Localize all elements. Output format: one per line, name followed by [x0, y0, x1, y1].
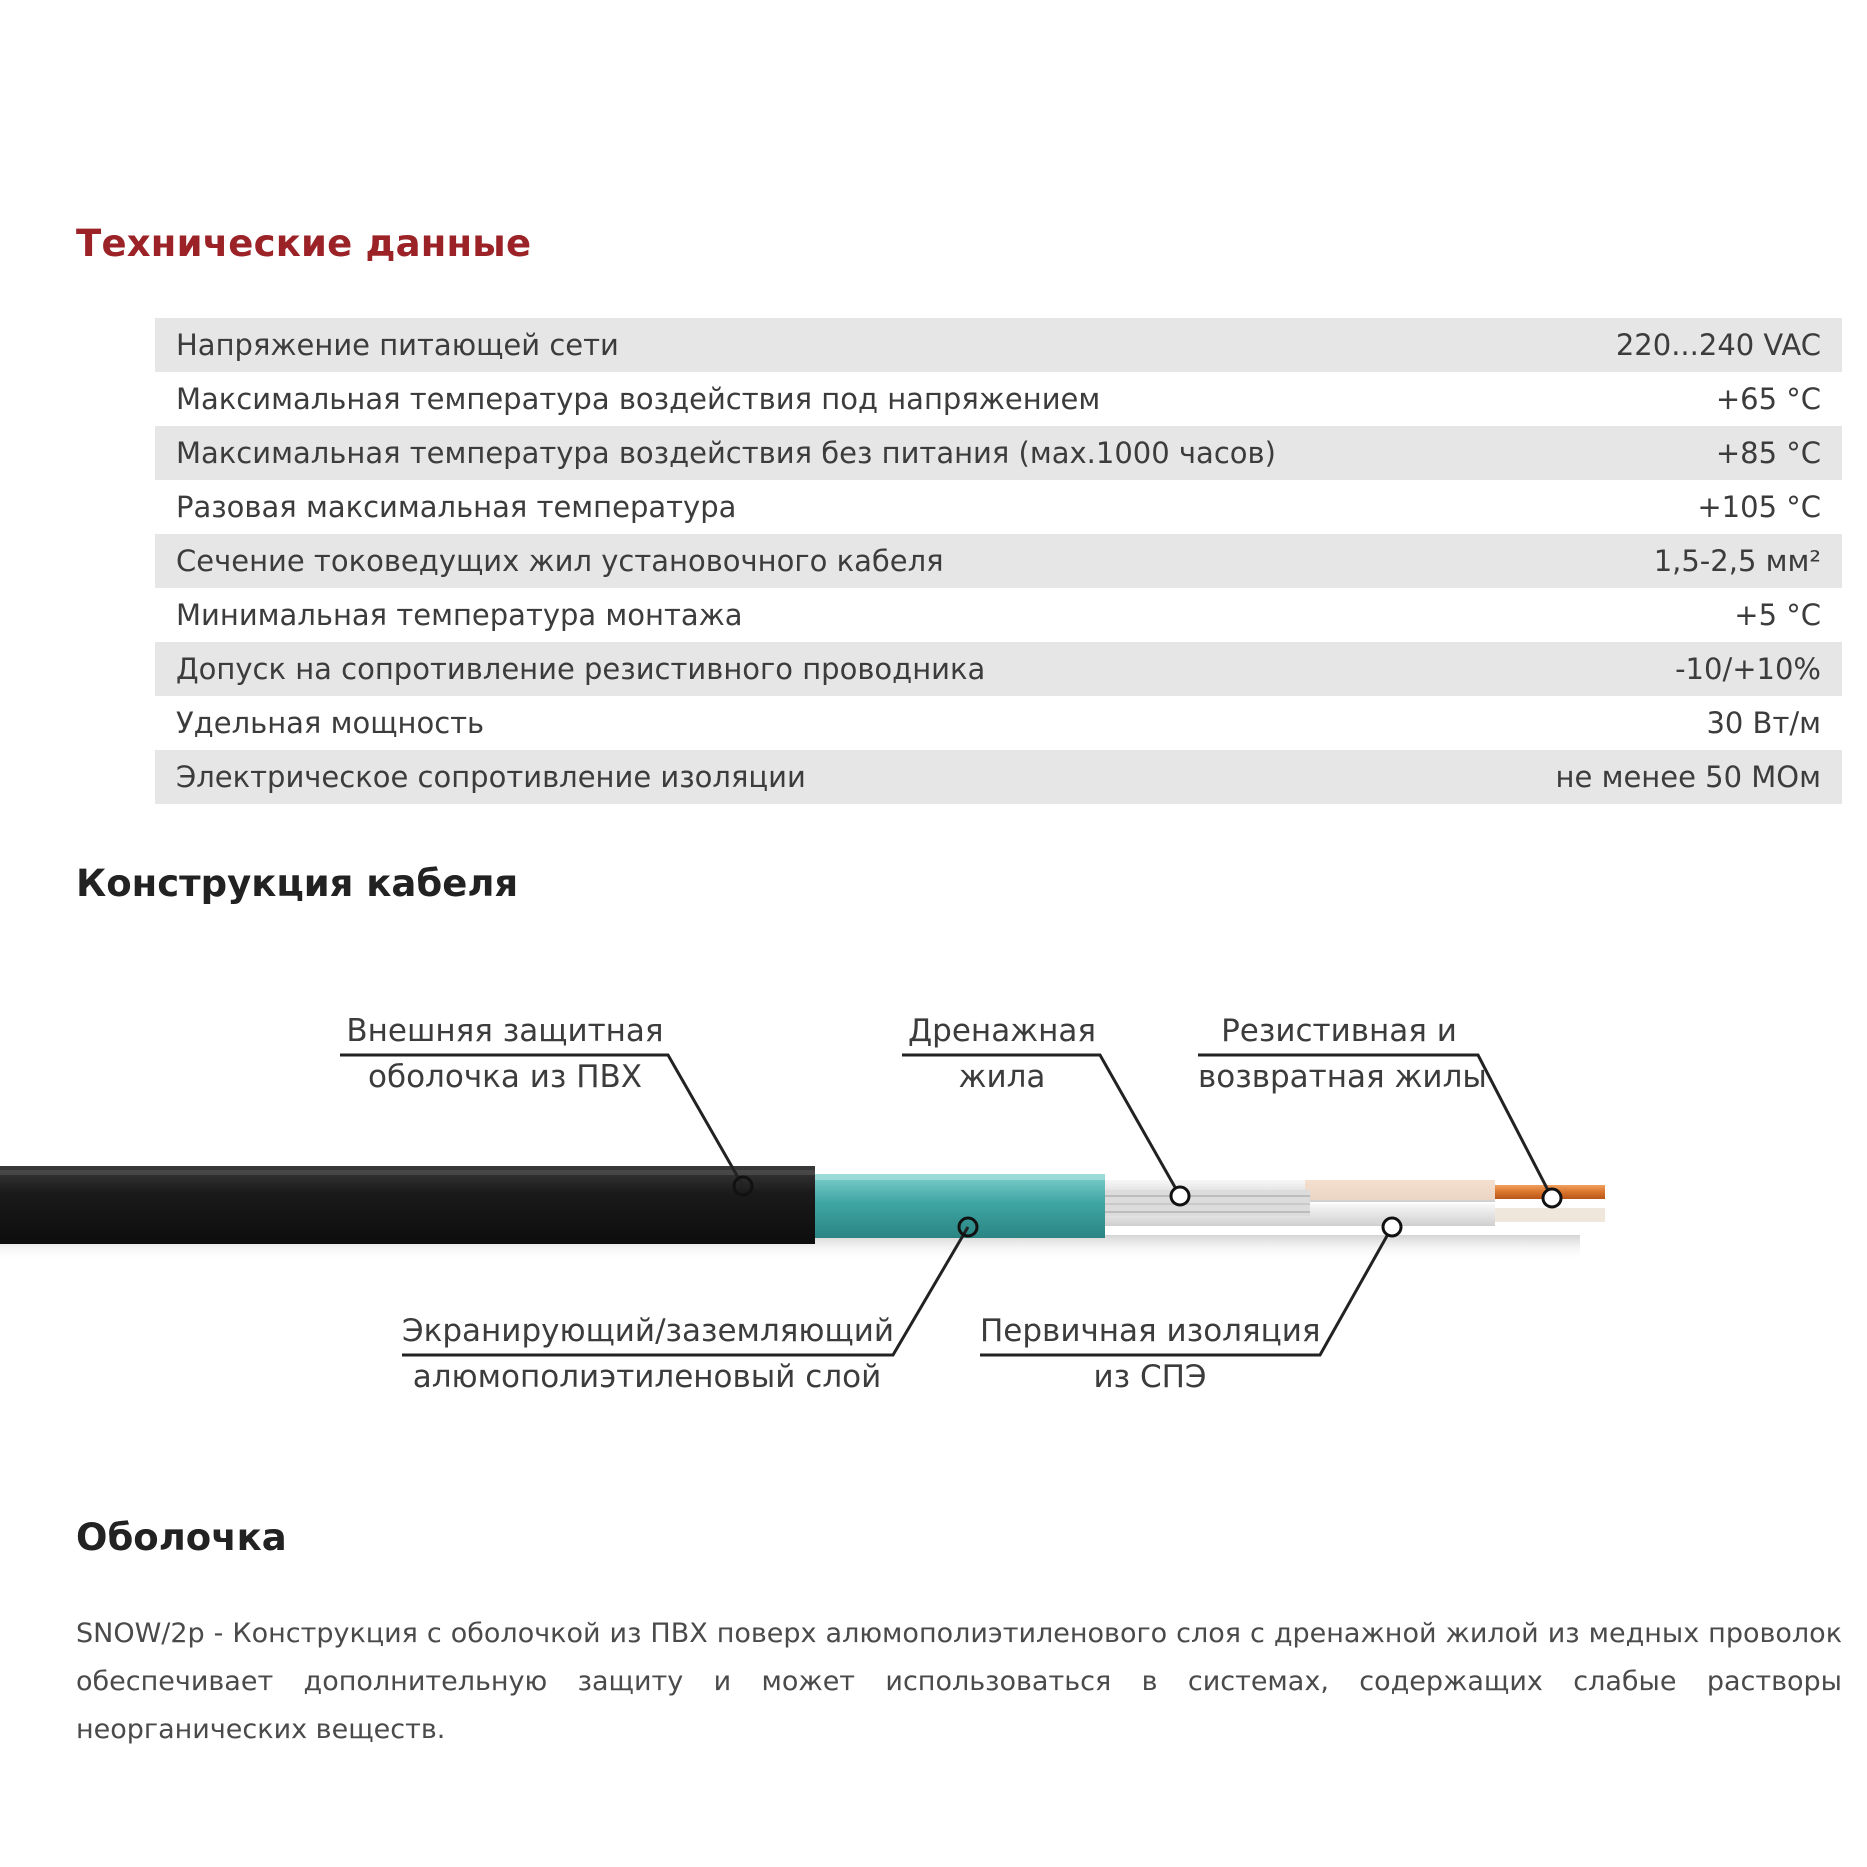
spec-value: 1,5-2,5 мм² — [1653, 544, 1821, 578]
screen-layer — [810, 1174, 1105, 1238]
pointer-resistive-wires — [1543, 1189, 1561, 1207]
spec-row — [155, 696, 1842, 750]
insulation-copper-tint — [1305, 1180, 1495, 1200]
spec-label: Максимальная температура воздействия под напряжением — [176, 382, 1101, 416]
spec-row — [155, 480, 1842, 534]
label-line: Внешняя защитная — [346, 1013, 664, 1049]
pointer-drain-wire — [1171, 1187, 1189, 1205]
spec-row — [155, 426, 1842, 480]
spec-label: Допуск на сопротивление резистивного проводника — [176, 652, 986, 686]
shell-description: SNOW/2p - Конструкция с оболочкой из ПВХ поверх алюмополиэтиленового слоя с дренажной жилой из медных проволок обеспечивает дополнительную защиту и может использоваться в системах, содержащих слабые растворы неорганических веществ. — [76, 1618, 1842, 1745]
label-line: Резистивная и — [1221, 1013, 1457, 1049]
spec-value: -10/+10% — [1675, 652, 1821, 686]
section-title-cable-construction: Конструкция кабеля — [76, 862, 519, 905]
spec-value: не менее 50 МОм — [1555, 760, 1821, 794]
spec-row — [155, 534, 1842, 588]
spec-value: 30 Вт/м — [1706, 706, 1821, 740]
spec-label: Разовая максимальная температура — [176, 490, 737, 524]
label-resistive-wires — [1198, 1008, 1487, 1100]
label-line: Первичная изоляция — [980, 1313, 1321, 1349]
label-line: Дренажная — [907, 1013, 1097, 1049]
label-primary-insulation — [980, 1308, 1320, 1400]
spec-table — [155, 318, 1842, 804]
spec-row — [155, 372, 1842, 426]
cable-diagram — [0, 990, 1867, 1430]
spec-label: Минимальная температура монтажа — [176, 598, 743, 632]
label-line: оболочка из ПВХ — [367, 1059, 643, 1095]
spec-row — [155, 318, 1842, 372]
spec-value: +65 °C — [1715, 382, 1821, 416]
spec-row — [155, 642, 1842, 696]
spec-row — [155, 750, 1842, 804]
label-line: возвратная жилы — [1198, 1059, 1487, 1095]
spec-value: +105 °C — [1697, 490, 1821, 524]
copper-core-lower — [1490, 1208, 1605, 1222]
label-line: жила — [958, 1059, 1046, 1095]
spec-row — [155, 588, 1842, 642]
pointer-primary-insulation — [1383, 1218, 1401, 1236]
section-title-tech-data: Технические данные — [76, 222, 532, 265]
label-line: алюмополиэтиленовый слой — [412, 1359, 882, 1395]
label-screen-layer — [402, 1308, 892, 1400]
spec-label: Электрическое сопротивление изоляции — [176, 760, 806, 794]
spec-value: +5 °C — [1734, 598, 1821, 632]
spec-value: +85 °C — [1715, 436, 1821, 470]
spec-value: 220...240 VAC — [1615, 328, 1821, 362]
label-drain-wire — [902, 1008, 1102, 1100]
label-line: Экранирующий/заземляющий — [402, 1313, 894, 1349]
spec-label: Максимальная температура воздействия без питания (мах.1000 часов) — [176, 436, 1276, 470]
spec-label: Сечение токоведущих жил установочного кабеля — [176, 544, 944, 578]
spec-label: Удельная мощность — [176, 706, 485, 740]
label-outer-sheath — [340, 1008, 670, 1100]
spec-label: Напряжение питающей сети — [176, 328, 619, 362]
outer-sheath — [0, 1166, 815, 1244]
section-title-shell: Оболочка — [76, 1516, 287, 1559]
label-line: из СПЭ — [1093, 1359, 1207, 1395]
